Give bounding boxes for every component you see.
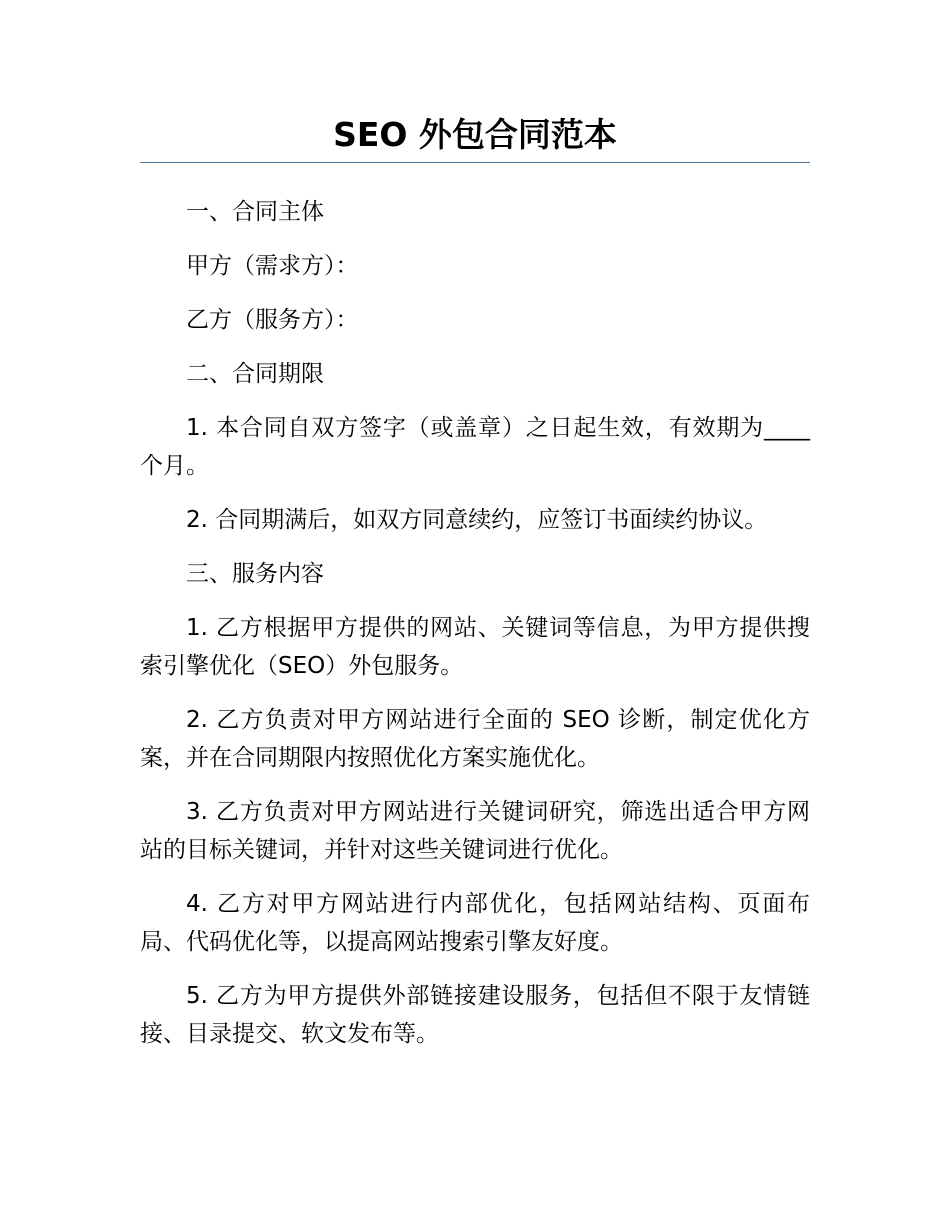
service-clause-4: 4. 乙方对甲方网站进行内部优化，包括网站结构、页面布局、代码优化等，以提高网站搜索引擎友好度。	[140, 891, 810, 955]
service-clause-2: 2. 乙方负责对甲方网站进行全面的 SEO 诊断，制定优化方案，并在合同期限内按照优化方案实施优化。	[140, 707, 810, 771]
section-heading-parties: 一、合同主体	[186, 199, 324, 225]
term-clause-2: 2. 合同期满后，如双方同意续约，应签订书面续约协议。	[186, 507, 768, 533]
term-clause-1: 1. 本合同自双方签字（或盖章）之日起生效，有效期为____个月。	[140, 415, 810, 479]
section-heading-term: 二、合同期限	[186, 361, 324, 387]
service-clause-5: 5. 乙方为甲方提供外部链接建设服务，包括但不限于友情链接、目录提交、软文发布等。	[140, 983, 810, 1047]
service-clause-1: 1. 乙方根据甲方提供的网站、关键词等信息，为甲方提供搜索引擎优化（SEO）外包服务。	[140, 615, 810, 679]
document-title: SEO 外包合同范本	[333, 115, 617, 154]
party-b-line: 乙方（服务方）：	[186, 307, 359, 333]
party-a-line: 甲方（需求方）：	[186, 253, 359, 279]
document-body	[140, 193, 810, 1069]
service-clause-3: 3. 乙方负责对甲方网站进行关键词研究，筛选出适合甲方网站的目标关键词，并针对这些关键词进行优化。	[140, 799, 810, 863]
title-underline	[140, 162, 810, 163]
section-heading-services: 三、服务内容	[186, 561, 324, 587]
